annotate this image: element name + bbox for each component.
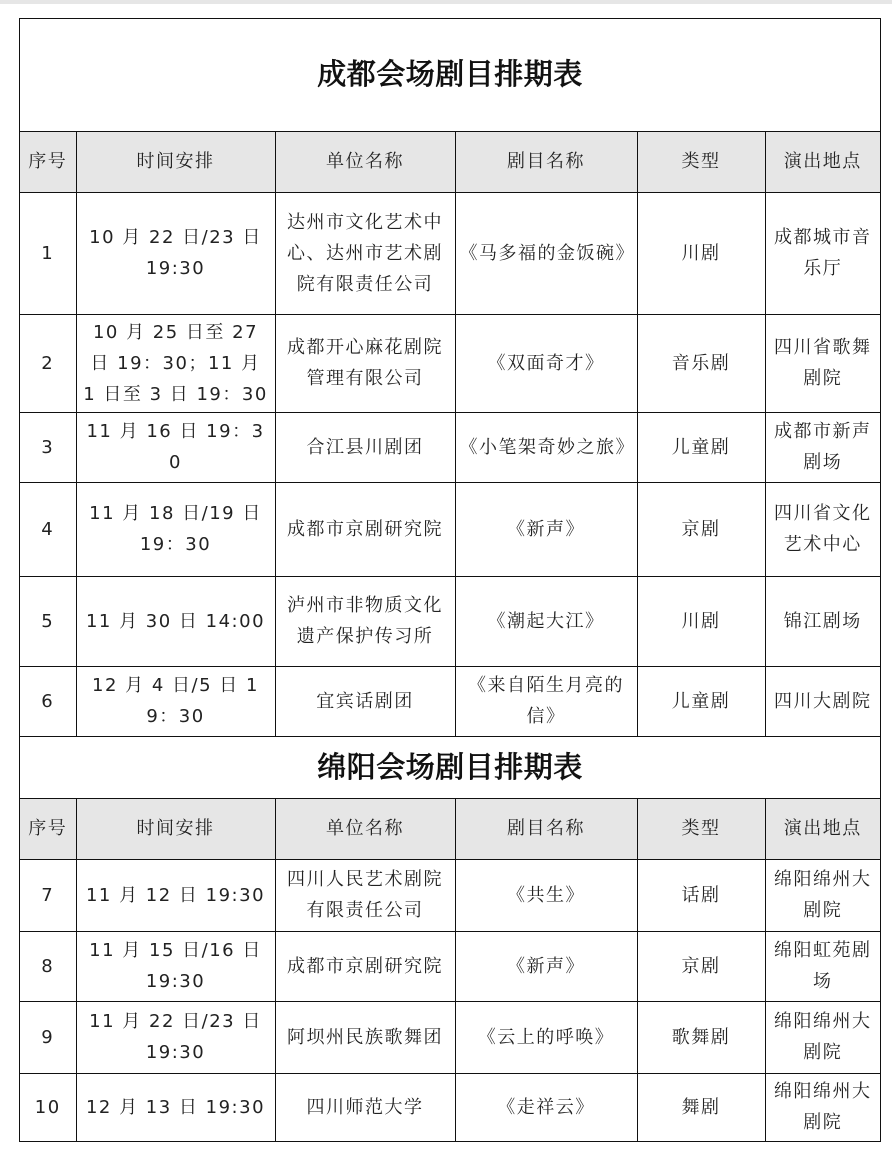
cell-time: 12 月 4 日/5 日 19：30 [76,666,275,736]
cell-play: 《马多福的金饭碗》 [455,192,637,314]
cell-unit: 阿坝州民族歌舞团 [275,1001,455,1073]
cell-venue: 锦江剧场 [765,576,880,666]
cell-play: 《双面奇才》 [455,314,637,412]
cell-time: 10 月 22 日/23 日 19:30 [76,192,275,314]
header-unit: 单位名称 [275,131,455,192]
table-row [20,666,880,736]
table-row [20,859,880,931]
cell-play: 《新声》 [455,482,637,576]
header-time: 时间安排 [76,798,275,859]
cell-venue: 四川省歌舞剧院 [765,314,880,412]
table-row [20,1073,880,1141]
cell-unit: 成都开心麻花剧院管理有限公司 [275,314,455,412]
header-time: 时间安排 [76,131,275,192]
cell-type: 舞剧 [637,1073,765,1141]
header-seq: 序号 [20,798,76,859]
cell-seq: 1 [20,192,76,314]
cell-seq: 2 [20,314,76,412]
cell-seq: 6 [20,666,76,736]
cell-play: 《潮起大江》 [455,576,637,666]
cell-unit: 四川师范大学 [275,1073,455,1141]
cell-unit: 成都市京剧研究院 [275,482,455,576]
section-title-mianyang: 绵阳会场剧目排期表 [20,736,880,798]
table-row [20,482,880,576]
cell-time: 11 月 18 日/19 日 19：30 [76,482,275,576]
header-play: 剧目名称 [455,131,637,192]
cell-seq: 7 [20,859,76,931]
cell-type: 川剧 [637,576,765,666]
header-unit: 单位名称 [275,798,455,859]
cell-play: 《来自陌生月亮的信》 [455,666,637,736]
section-title-chengdu: 成都会场剧目排期表 [20,19,880,131]
cell-play: 《走祥云》 [455,1073,637,1141]
table-header-row [20,131,880,192]
cell-venue: 成都市新声剧场 [765,412,880,482]
cell-time: 11 月 12 日 19:30 [76,859,275,931]
cell-time: 11 月 22 日/23 日 19:30 [76,1001,275,1073]
cell-type: 儿童剧 [637,666,765,736]
header-play: 剧目名称 [455,798,637,859]
schedule-table [20,19,880,1142]
cell-seq: 3 [20,412,76,482]
header-seq: 序号 [20,131,76,192]
cell-venue: 成都城市音乐厅 [765,192,880,314]
cell-seq: 8 [20,931,76,1001]
cell-play: 《云上的呼唤》 [455,1001,637,1073]
cell-time: 11 月 15 日/16 日 19:30 [76,931,275,1001]
cell-unit: 达州市文化艺术中心、达州市艺术剧院有限责任公司 [275,192,455,314]
cell-venue: 绵阳绵州大剧院 [765,1073,880,1141]
cell-seq: 10 [20,1073,76,1141]
table-row [20,1001,880,1073]
cell-unit: 合江县川剧团 [275,412,455,482]
cell-time: 10 月 25 日至 27 日 19：30；11 月 1 日至 3 日 19：30 [76,314,275,412]
cell-unit: 泸州市非物质文化遗产保护传习所 [275,576,455,666]
cell-venue: 四川省文化艺术中心 [765,482,880,576]
cell-play: 《新声》 [455,931,637,1001]
cell-venue: 四川大剧院 [765,666,880,736]
header-type: 类型 [637,798,765,859]
cell-play: 《共生》 [455,859,637,931]
cell-type: 话剧 [637,859,765,931]
header-venue: 演出地点 [765,131,880,192]
table-row [20,314,880,412]
cell-seq: 9 [20,1001,76,1073]
table-header-row [20,798,880,859]
cell-seq: 5 [20,576,76,666]
cell-type: 音乐剧 [637,314,765,412]
cell-play: 《小笔架奇妙之旅》 [455,412,637,482]
cell-time: 11 月 30 日 14:00 [76,576,275,666]
table-row [20,576,880,666]
cell-type: 歌舞剧 [637,1001,765,1073]
cell-type: 京剧 [637,482,765,576]
cell-unit: 四川人民艺术剧院有限责任公司 [275,859,455,931]
header-type: 类型 [637,131,765,192]
cell-venue: 绵阳虹苑剧场 [765,931,880,1001]
table-row [20,931,880,1001]
table-row [20,412,880,482]
top-edge [0,0,892,4]
schedule-sheet [19,18,881,1142]
table-row [20,192,880,314]
cell-seq: 4 [20,482,76,576]
cell-time: 12 月 13 日 19:30 [76,1073,275,1141]
header-venue: 演出地点 [765,798,880,859]
cell-venue: 绵阳绵州大剧院 [765,859,880,931]
cell-unit: 宜宾话剧团 [275,666,455,736]
cell-venue: 绵阳绵州大剧院 [765,1001,880,1073]
cell-unit: 成都市京剧研究院 [275,931,455,1001]
cell-time: 11 月 16 日 19：30 [76,412,275,482]
cell-type: 京剧 [637,931,765,1001]
cell-type: 儿童剧 [637,412,765,482]
cell-type: 川剧 [637,192,765,314]
